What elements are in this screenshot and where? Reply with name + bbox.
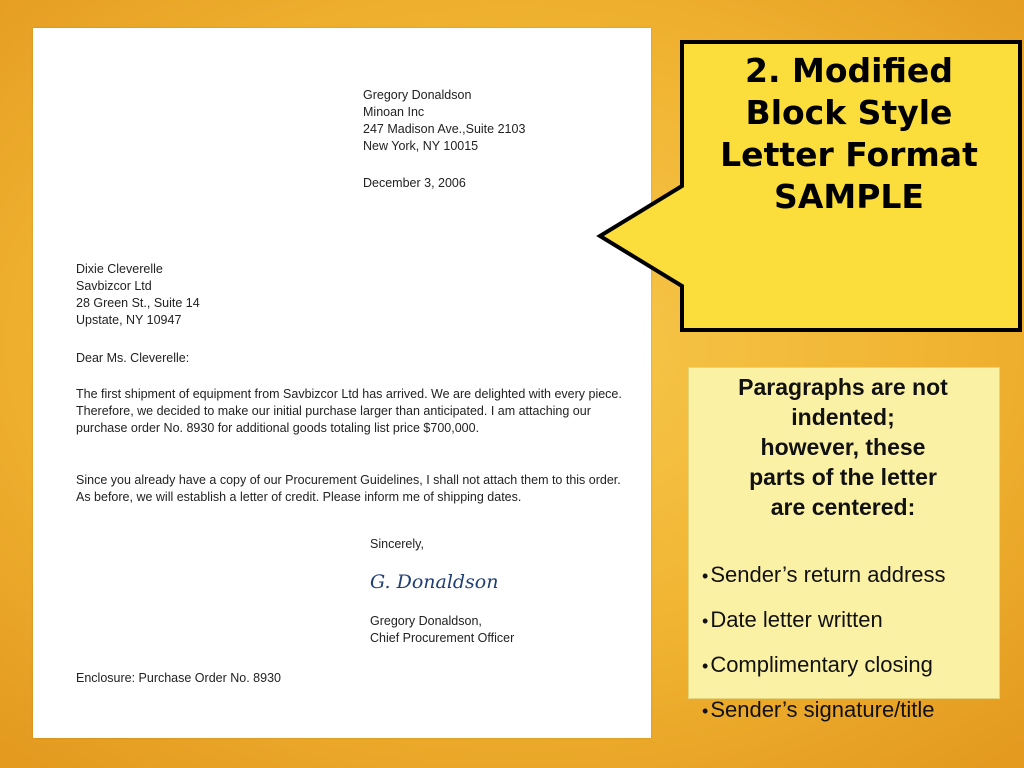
signature: G. Donaldson [370,571,499,593]
list-item [702,695,946,740]
list-item-text: Sender’s signature/title [710,697,935,722]
list-item-text: Date letter written [710,607,883,632]
callout-title [686,50,1012,218]
bullet-icon: • [702,611,709,631]
salutation: Dear Ms. Cleverelle: [76,351,190,365]
list-item-text: Sender’s return address [710,562,946,587]
note-heading-line-5: are centered: [770,494,916,520]
note-heading-line-1: Paragraphs are not [738,374,948,400]
recipient-name: Dixie Cleverelle [76,262,163,276]
list-item [702,560,946,605]
body-paragraph-2: Since you already have a copy of our Procurement Guidelines, I shall not attach them to this order. As before, we will establish a letter of credit. Please inform me of shipping dates. [76,473,621,504]
bullet-icon: • [702,656,709,676]
enclosure-line: Enclosure: Purchase Order No. 8930 [76,671,281,685]
list-item-text: Complimentary closing [710,652,933,677]
sender-name: Gregory Donaldson [363,88,472,102]
recipient-city: Upstate, NY 10947 [76,313,182,327]
recipient-company: Savbizcor Ltd [76,279,152,293]
note-heading [690,372,996,522]
body-paragraph-1: The first shipment of equipment from Savbizcor Ltd has arrived. We are delighted with every piece. Therefore, we decided to make our initial purchase larger than anticipated. I am attaching our purchase order No. 8930 for additional goods totaling list price $700,000. [76,387,622,435]
note-heading-line-4: parts of the letter [749,464,937,490]
recipient-address-block [76,261,200,329]
complimentary-closing: Sincerely, [370,537,424,551]
sender-company: Minoan Inc [363,105,425,119]
bullet-icon: • [702,566,709,586]
note-heading-line-3: however, these [760,434,926,460]
letter-date: December 3, 2006 [363,176,466,190]
sender-city: New York, NY 10015 [363,139,479,153]
centered-parts-list [702,560,946,740]
signer-title: Chief Procurement Officer [370,631,515,645]
bullet-icon: • [702,701,709,721]
list-item [702,650,946,695]
callout-line-4: SAMPLE [774,177,924,216]
signer-name: Gregory Donaldson, [370,614,482,628]
recipient-street: 28 Green St., Suite 14 [76,296,200,310]
list-item [702,605,946,650]
note-heading-line-2: indented; [791,404,895,430]
letter-page [33,28,651,738]
sender-street: 247 Madison Ave.,Suite 2103 [363,122,526,136]
sender-address-block [363,87,525,155]
signer-block [370,613,514,647]
callout-line-3: Letter Format [720,135,978,174]
callout-line-2: Block Style [745,93,953,132]
callout-line-1: 2. Modified [745,51,953,90]
